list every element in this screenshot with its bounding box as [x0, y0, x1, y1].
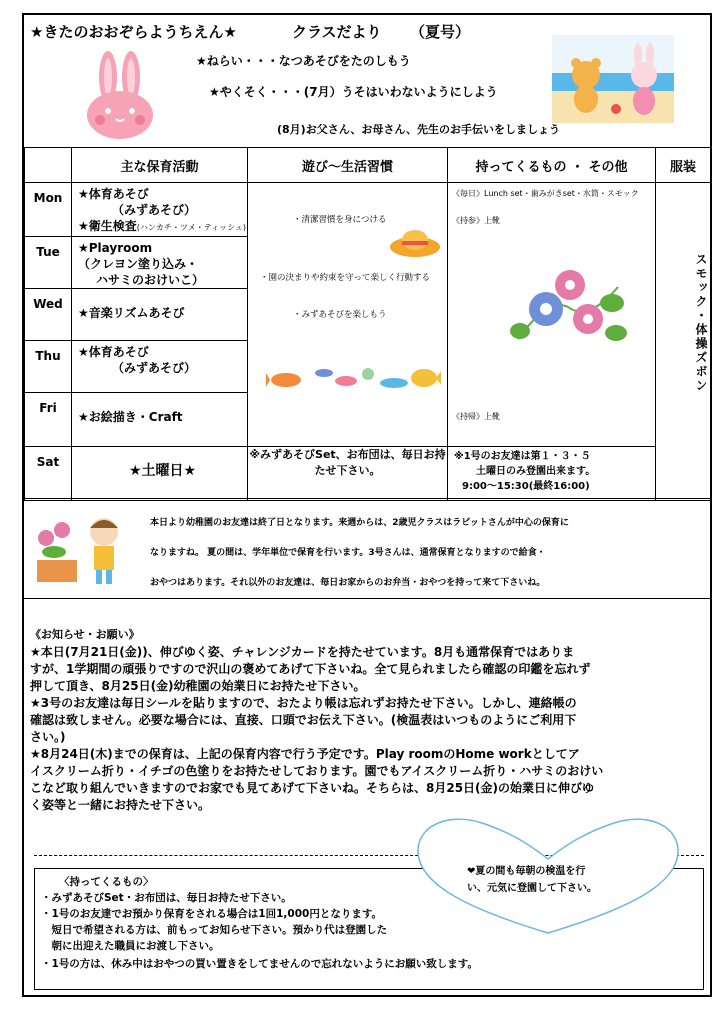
day-label: Wed: [25, 289, 72, 341]
oshirase-line: ★3号のお友達は毎日シールを貼りますので、おたより帳は忘れずお持たせ下さい。しかし、連絡帳の: [30, 696, 577, 710]
bring-box-line: 朝に出迎えた職員にお渡し下さい。: [41, 940, 220, 952]
bring-box-title: 〈持ってくるもの〉: [59, 876, 154, 888]
oshirase-title: 《お知らせ・お願い》: [30, 628, 140, 641]
day-label: Mon: [25, 183, 72, 237]
activity-line: （クレヨン塗り込み・: [78, 257, 199, 271]
morning-glory-cell: [448, 237, 656, 393]
activity-line: ★体育あそび: [78, 187, 149, 201]
bring-box-line: ・1号のお友達でお預かり保育をされる場合は1回1,000円となります。: [41, 908, 382, 920]
bring-text: 9:00～15:30(最終16:00): [462, 481, 590, 492]
day-label: Tue: [25, 237, 72, 289]
oshirase-line: すが、1学期間の頑張りですので沢山の褒めてあげて下さいね。全て見られましたら確認の印鑑を忘れず: [30, 662, 591, 676]
oshirase-line: 確認は致しません。必要な場合には、直接、口頭でお伝え下さい。(検温表はいつものようにご利用下: [30, 713, 577, 727]
heart-message-line: ❤夏の間も毎朝の検温を行: [467, 866, 586, 877]
activity-note: (ハンカチ・ツメ・ティッシュ): [136, 223, 247, 232]
bring-cell: [448, 393, 656, 447]
beach-illustration: [552, 35, 674, 123]
clothing-text: スモック・体操ズボン: [694, 253, 708, 393]
bring-text: 土曜日のみ登園出来ます。: [476, 466, 596, 477]
class-letter-title: クラスだより: [292, 23, 382, 41]
oshirase-line: ★8月24日(木)までの保育は、上記の保育内容で行う予定です。Play roomのHome workとしてア: [30, 747, 580, 761]
oshirase-line: イスクリーム折り・イチゴの色塗りをお持たせしております。園でもアイスクリーム折り・ハサミのおけい: [30, 764, 604, 778]
activity-line: ハサミのおけいこ）: [96, 273, 205, 287]
activity-cell: [72, 393, 248, 447]
clothing-cell: [656, 183, 711, 501]
activity-line: ★衛生検査: [78, 219, 137, 233]
notice-line: おやつはあります。それ以外のお友達は、毎日お家からのお弁当・おやつを持って来て下さいね。: [150, 578, 546, 588]
promise-text: ★やくそく・・・(7月）うそはいわないようにしよう: [209, 85, 498, 99]
oshirase-line: く姿等と一緒にお持たせ下さい。: [30, 798, 211, 812]
bring-box-line: ・みずあそびSet・お布団は、毎日お持たせ下さい。: [41, 892, 292, 904]
season-label: （夏号）: [410, 23, 471, 41]
column-header: 服装: [656, 148, 711, 183]
bring-box-line: 短日で希望される方は、前もってお知らせ下さい。預かり代は登園した: [41, 924, 388, 936]
habit-note-cell: [248, 447, 448, 501]
bring-cell: [448, 183, 656, 237]
activity-cell: [72, 289, 248, 341]
activity-cell: [72, 341, 248, 393]
activity-line: （みずあそび）: [112, 361, 197, 375]
morning-glory-icon: [508, 267, 628, 347]
day-label: Thu: [25, 341, 72, 393]
bring-text: 《持参》上靴: [452, 216, 500, 225]
oshirase-line: さい。): [30, 730, 66, 744]
habits-cell: [248, 183, 448, 447]
saturday-note-cell: [448, 447, 656, 501]
habit-line: ・園の決まりや約束を守って楽しく行動する: [260, 273, 431, 283]
oshirase-line: ★本日(7月21日(金))、伸びゆく姿、チャレンジカードを持たせています。8月も通常保育ではありま: [30, 645, 575, 659]
oshirase-line: 押して頂き、8月25日(金)幼稚園の始業日にお持たせ下さい。: [30, 679, 366, 693]
activity-cell: [72, 237, 248, 289]
notice-line: なりますね。 夏の間は、学年単位で保育を行います。3号さんは、通常保育となりますので給食・: [150, 548, 546, 558]
table-row: [25, 183, 711, 237]
activity-cell: [72, 447, 248, 501]
heart-message-line: い、元気に登園して下さい。: [467, 883, 597, 894]
section-divider: [24, 598, 710, 599]
activity-line: ★体育あそび: [78, 345, 149, 359]
column-header: 主な保育活動: [72, 148, 248, 183]
activity-line: ★お絵描き・Craft: [78, 410, 183, 424]
bring-text: 《持帰》上靴: [452, 411, 500, 421]
watering-girl-illustration: [32, 508, 132, 590]
column-header: 遊び～生活習慣: [248, 148, 448, 183]
activity-line: ★土曜日★: [128, 463, 197, 479]
activity-line: ★Playroom: [78, 241, 153, 255]
bring-box-line: ・1号の方は、休み中はおやつの買い置きをしてませんので忘れないようにお願い致します。: [41, 958, 478, 970]
habit-line: ・みずあそびを楽しもう: [293, 310, 387, 320]
rabbit-illustration: [76, 49, 166, 139]
newsletter-page: [22, 13, 712, 997]
activity-line: ★音楽リズムあそび: [78, 306, 185, 320]
activity-line: （みずあそび）: [112, 203, 197, 217]
activity-cell: [72, 183, 248, 237]
oshirase-line: こなど取り組んでいきますのでお家でも見てあげて下さいね。そちらは、8月25日(金)の始業日に伸びゆ: [30, 781, 595, 795]
weekly-schedule-table: [24, 147, 711, 501]
fish-icon: [266, 361, 441, 395]
section-divider: [24, 498, 710, 499]
bring-text: 《毎日》Lunch set・歯みがきset・水筒・スモック: [452, 189, 639, 198]
day-label: Fri: [25, 393, 72, 447]
august-goal-text: (8月)お父さん、お母さん、先生のお手伝いをしましょう: [277, 123, 561, 136]
day-label: Sat: [25, 447, 72, 501]
kindergarten-title: ★きたのおおぞらようちえん★: [30, 23, 237, 41]
table-header-row: [25, 148, 711, 183]
aim-text: ★ねらい・・・なつあそびをたのしもう: [196, 54, 411, 68]
habit-note: ※みずあそびSet、お布団は、毎日お持たせ下さい。: [249, 448, 446, 477]
notice-line: 本日より幼稚園のお友達は終了日となります。来週からは、2歳児クラスはラビットさんが中心の保育に: [150, 518, 569, 528]
straw-hat-icon: [388, 223, 442, 263]
bring-text: ※1号のお友達は第１・３・５: [454, 451, 591, 462]
habit-line: ・清潔習慣を身につける: [293, 215, 387, 225]
column-header: [25, 148, 72, 183]
column-header: 持ってくるもの ・ その他: [448, 148, 656, 183]
table-row: [25, 447, 711, 501]
